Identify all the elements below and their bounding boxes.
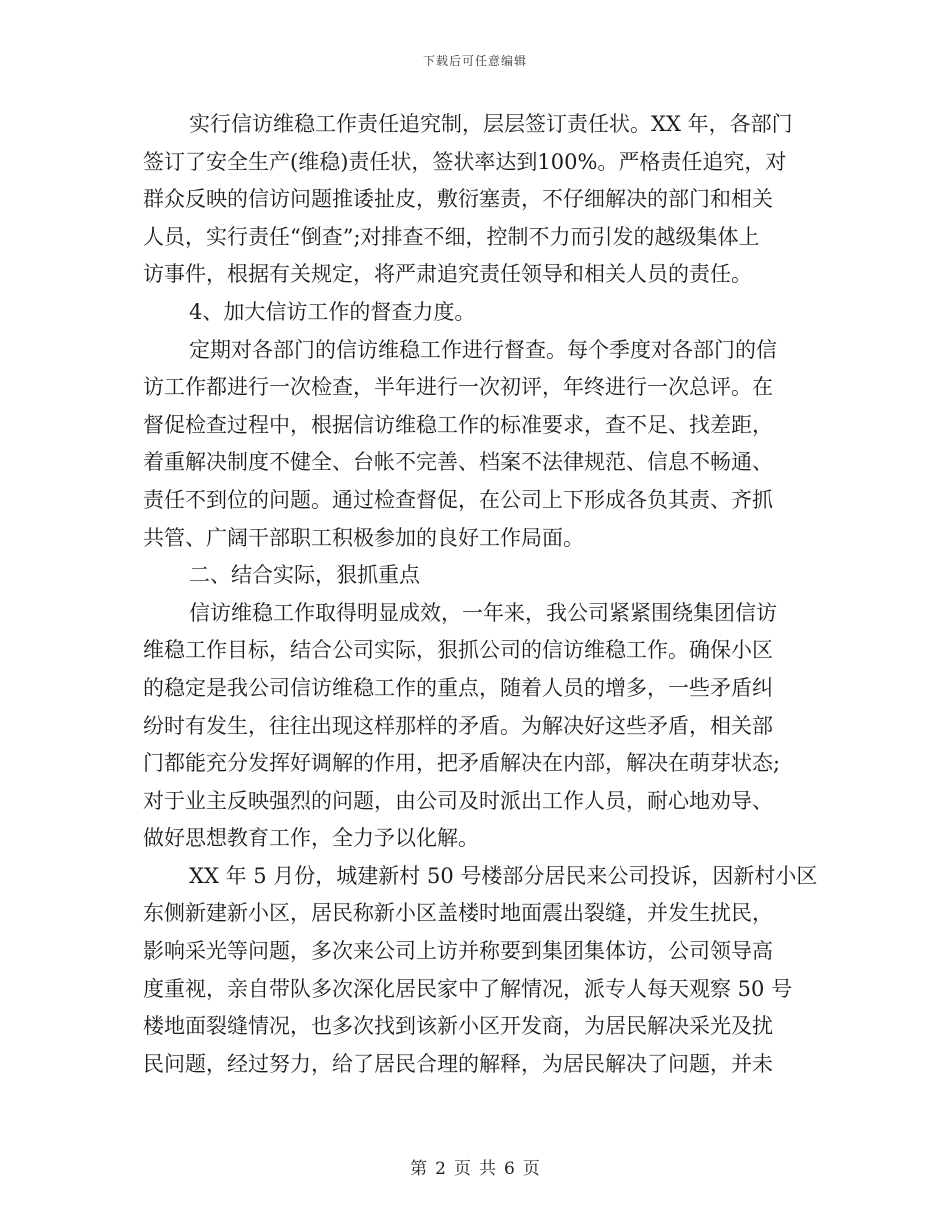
body-line: 度重视，亲自带队多次深化居民家中了解情况，派专人每天观察 50 号 xyxy=(143,976,793,1001)
page-header: 下载后可任意编辑 xyxy=(422,54,527,68)
body-line: 东侧新建新小区，居民称新小区盖楼时地面震出裂缝，并发生扰民， xyxy=(143,901,773,926)
body-line: 访事件，根据有关规定，将严肃追究责任领导和相关人员的责任。 xyxy=(143,262,752,287)
page-footer xyxy=(0,1154,950,1179)
body-line: 影响采光等问题，多次来公司上访并称要到集团集体访，公司领导高 xyxy=(143,939,773,964)
body-line: 楼地面裂缝情况，也多次找到该新小区开发商，为居民解决采光及扰 xyxy=(143,1014,773,1039)
body-line: 做好思想教育工作，全力予以化解。 xyxy=(143,826,479,851)
body-line: 纷时有发生，往往出现这样那样的矛盾。为解决好这些矛盾，相关部 xyxy=(143,713,773,738)
body-line: 信访维稳工作取得明显成效，一年来，我公司紧紧围绕集团信访 xyxy=(189,600,777,625)
body-line: 群众反映的信访问题推诿扯皮，敷衍塞责，不仔细解决的部门和相关 xyxy=(143,187,773,212)
body-line: 共管、广阔干部职工积极参加的良好工作局面。 xyxy=(143,525,584,550)
footer-page-word: 页 xyxy=(454,1159,471,1179)
body-line: 的稳定是我公司信访维稳工作的重点，随着人员的增多，一些矛盾纠 xyxy=(143,675,773,700)
body-line: 督促检查过程中，根据信访维稳工作的标准要求，查不足、找差距， xyxy=(143,412,773,437)
body-line: 人员，实行责任“倒查”;对排查不细，控制不力而引发的越级集体上 xyxy=(143,224,760,249)
body-line: 着重解决制度不健全、台帐不完善、档案不法律规范、信息不畅通、 xyxy=(143,450,773,475)
body-line: 定期对各部门的信访维稳工作进行督查。每个季度对各部门的信 xyxy=(189,337,777,362)
footer-page-current: 2 xyxy=(435,1159,446,1179)
body-line: 签订了安全生产(维稳)责任状，签状率达到100%。严格责任追究，对 xyxy=(143,149,787,174)
body-line: 责任不到位的问题。通过检查督促，在公司上下形成各负其责、齐抓 xyxy=(143,487,773,512)
body-line: 维稳工作目标，结合公司实际，狠抓公司的信访维稳工作。确保小区 xyxy=(143,638,773,663)
footer-suffix: 页 xyxy=(522,1159,540,1179)
footer-page-total: 6 xyxy=(504,1159,515,1179)
section-heading: 二、结合实际，狠抓重点 xyxy=(189,563,420,588)
body-line: XX 年 5 月份，城建新村 50 号楼部分居民来公司投诉，因新村小区 xyxy=(189,863,818,888)
footer-prefix: 第 xyxy=(410,1159,428,1179)
body-line: 访工作都进行一次检查，半年进行一次初评，年终进行一次总评。在 xyxy=(143,375,773,400)
body-line: 实行信访维稳工作责任追究制，层层签订责任状。XX 年，各部门 xyxy=(189,112,793,136)
document-body xyxy=(143,106,818,1083)
body-line: 门都能充分发挥好调解的作用，把矛盾解决在内部，解决在萌芽状态; xyxy=(143,751,781,776)
footer-total-word: 共 xyxy=(479,1159,496,1179)
section-heading: 4、加大信访工作的督查力度。 xyxy=(189,299,476,324)
body-line: 对于业主反映强烈的问题，由公司及时派出工作人员，耐心地劝导、 xyxy=(143,788,773,813)
body-line: 民问题，经过努力，给了居民合理的解释，为居民解决了问题，并未 xyxy=(143,1051,773,1076)
